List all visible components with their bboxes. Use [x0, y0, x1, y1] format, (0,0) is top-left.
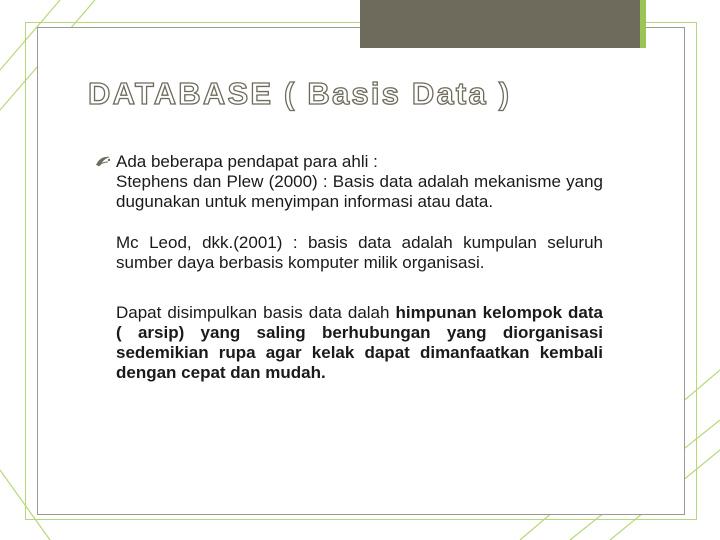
header-accent-block — [360, 0, 645, 48]
conclusion-bold-text: himpunan kelompok data ( arsip) yang saling berhubungan yang diorganisasi sedemikian rupa agar kelak dapat dimanfaatkan kembali dengan cepat dan mudah. — [116, 303, 603, 382]
header-accent-strip — [640, 0, 646, 48]
leaf-swirl-icon — [95, 154, 111, 168]
bullet-item — [116, 152, 603, 172]
slide-title: DATABASE ( Basis Data ) — [88, 76, 512, 111]
paragraph-conclusion — [116, 303, 603, 383]
paragraph-stephens-plew: Stephens dan Plew (2000) : Basis data adalah mekanisme yang dugunakan untuk menyimpan informasi atau data. — [116, 172, 603, 211]
slide-body — [116, 152, 603, 383]
paragraph-mc-leod: Mc Leod, dkk.(2001) : basis data adalah kumpulan seluruh sumber daya berbasis komputer milik organisasi. — [116, 233, 603, 272]
bullet-intro-text: Ada beberapa pendapat para ahli : — [116, 152, 378, 171]
conclusion-prefix: Dapat disimpulkan basis data dalah — [116, 303, 396, 322]
